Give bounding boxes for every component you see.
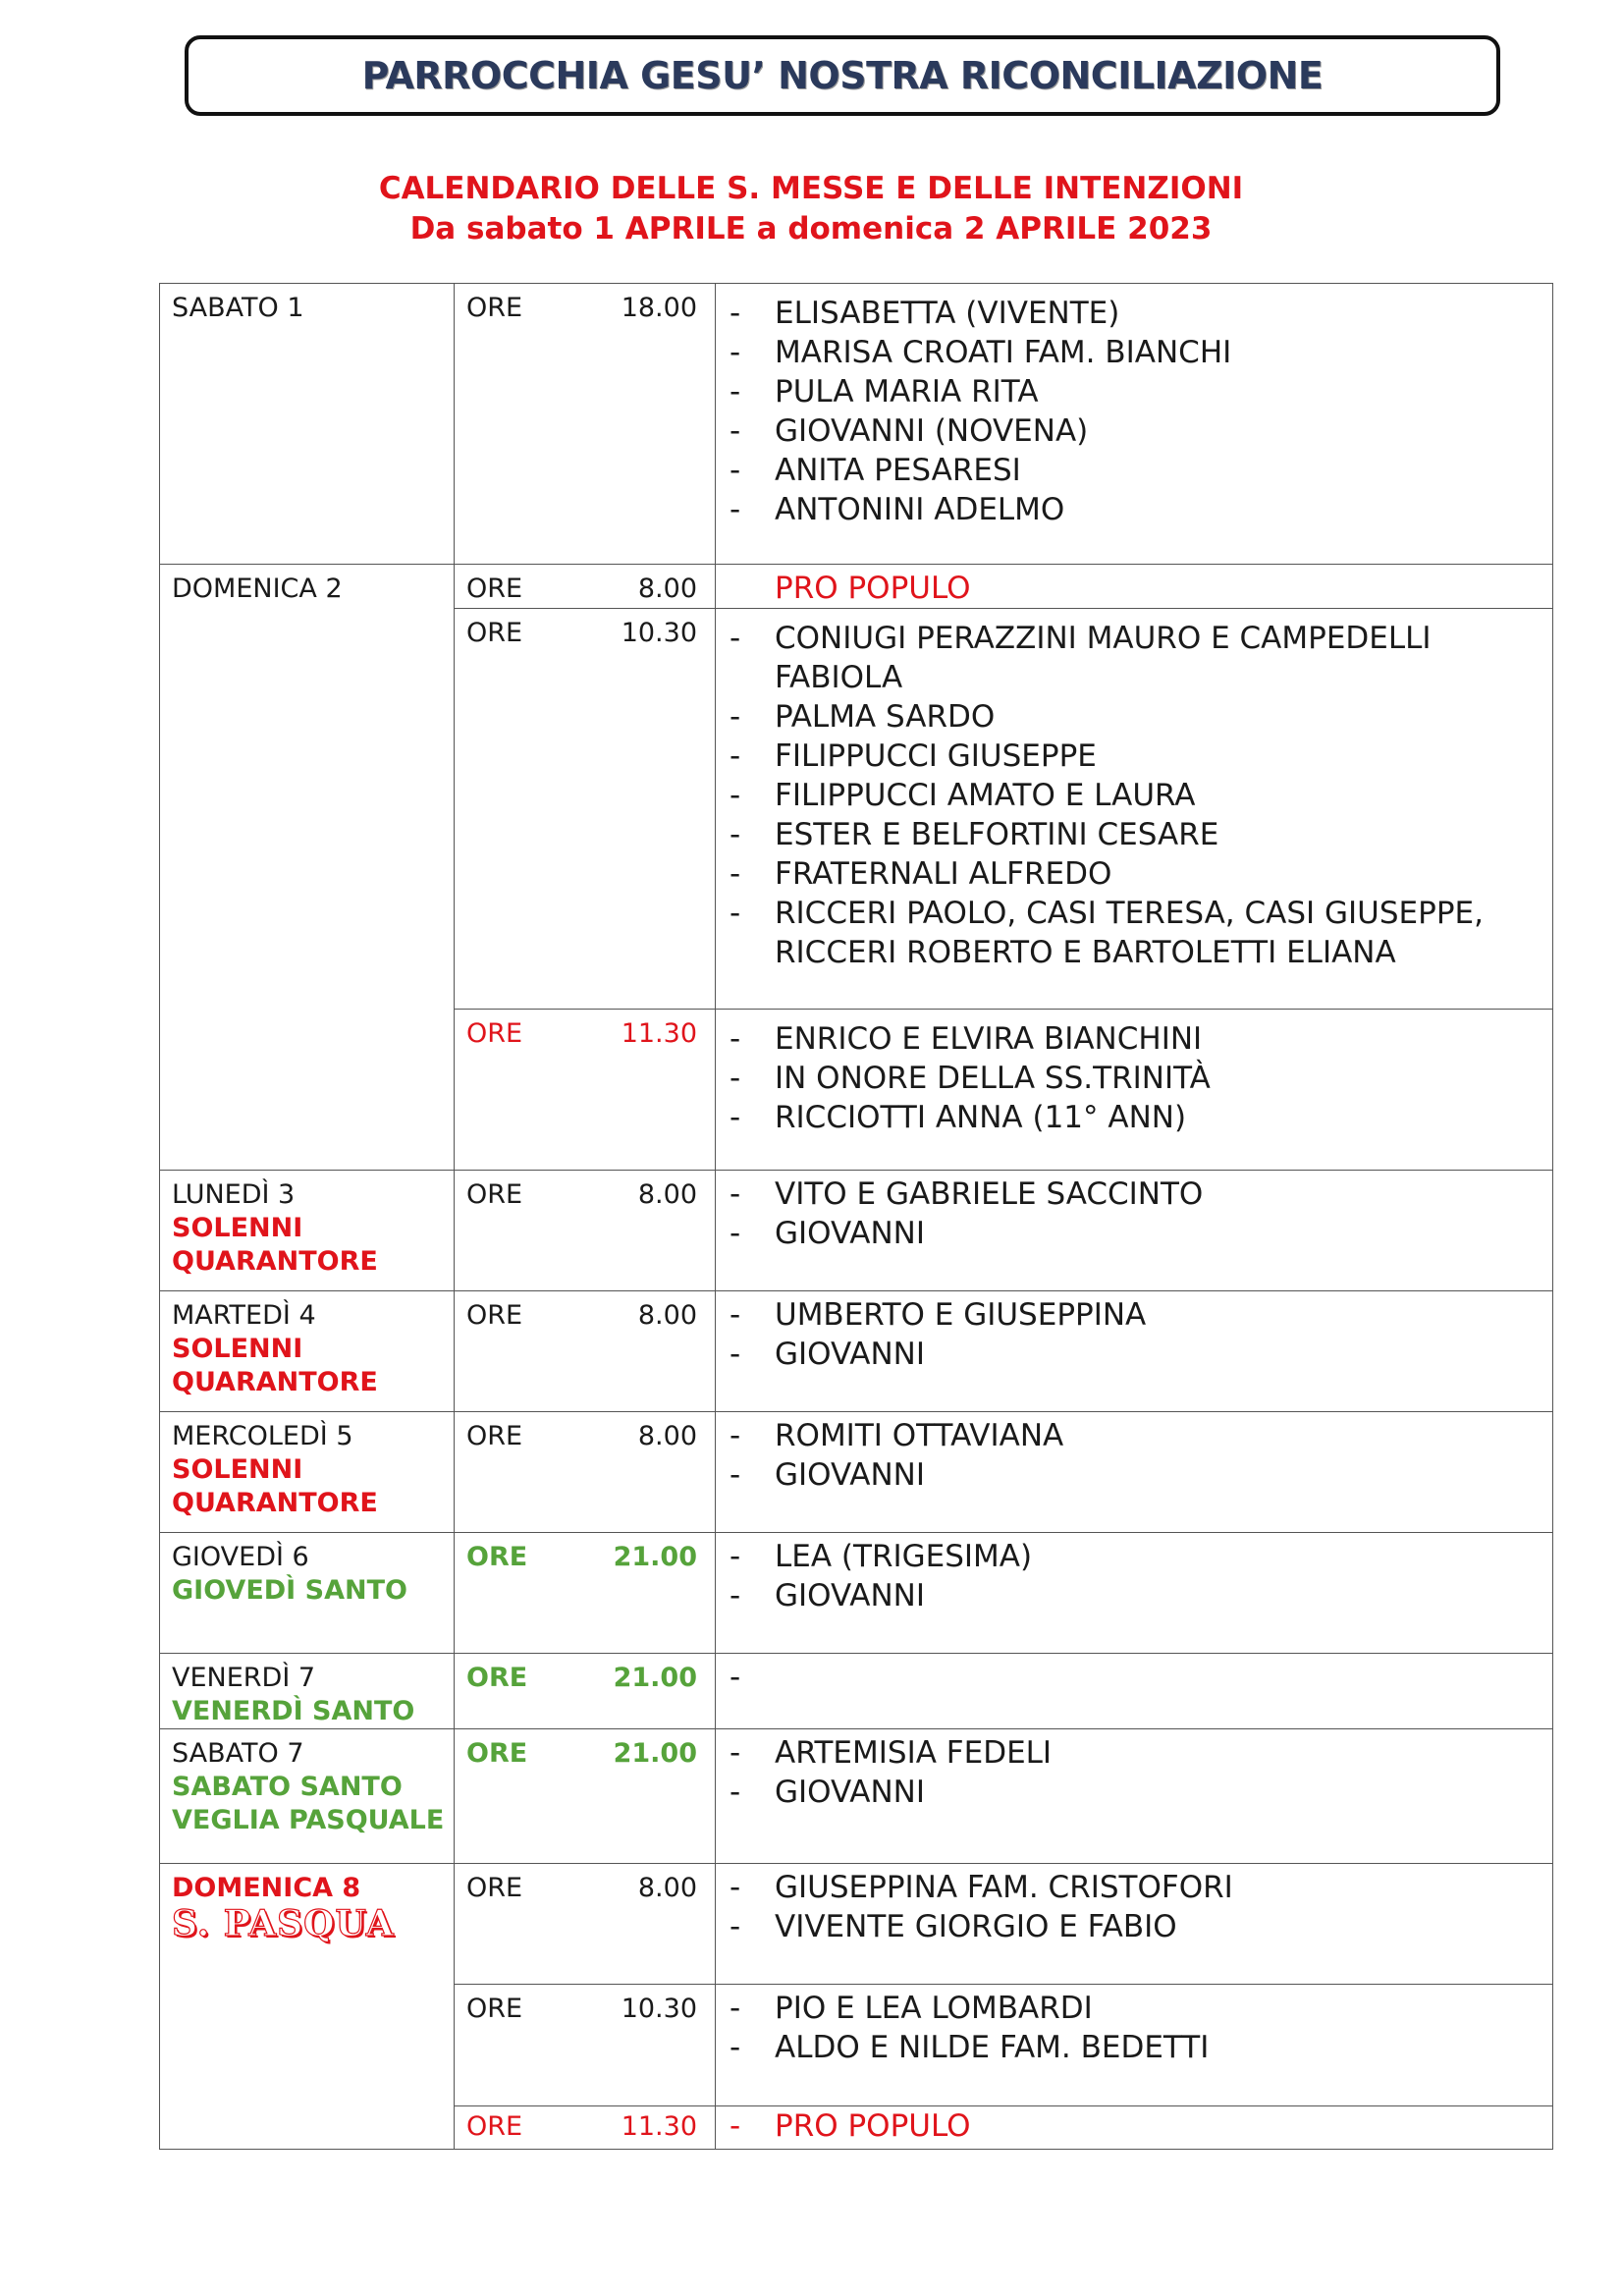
day-note: SOLENNI <box>172 1334 303 1364</box>
time-value: 10.30 <box>621 1994 697 2024</box>
day-label: DOMENICA 8 <box>172 1873 361 1903</box>
list-item: - MARISA CROATI FAM. BIANCHI <box>716 333 1552 372</box>
list-item: - RICCIOTTI ANNA (11° ANN) <box>716 1098 1552 1137</box>
ore-label: ORE <box>466 2111 523 2142</box>
time-value: 8.00 <box>637 574 697 604</box>
list-item: - UMBERTO E GIUSEPPINA <box>716 1295 1552 1335</box>
list-item: - GIOVANNI <box>716 1335 1552 1374</box>
list-item: - CONIUGI PERAZZINI MAURO E CAMPEDELLI <box>716 619 1552 658</box>
list-item: PRO POPULO <box>775 571 971 606</box>
day-cell <box>160 1729 455 1864</box>
intentions-cell <box>716 609 1553 1010</box>
intentions-cell <box>716 1864 1553 1985</box>
day-note: GIOVEDÌ SANTO <box>172 1575 407 1606</box>
intentions-cell <box>716 284 1553 565</box>
list-item: - PIO E LEA LOMBARDI <box>716 1989 1552 2028</box>
list-item: - ROMITI OTTAVIANA <box>716 1416 1552 1455</box>
ore-label: ORE <box>466 1018 523 1049</box>
ore-label: ORE <box>466 1542 528 1572</box>
list-item: - PALMA SARDO <box>716 697 1552 737</box>
intentions-cell <box>716 1291 1553 1412</box>
day-note: QUARANTORE <box>172 1246 378 1277</box>
ore-label: ORE <box>466 293 523 323</box>
day-note: SABATO SANTO <box>172 1772 403 1802</box>
list-item: - IN ONORE DELLA SS.TRINITÀ <box>716 1059 1552 1098</box>
list-item: - ALDO E NILDE FAM. BEDETTI <box>716 2028 1552 2067</box>
day-label: SABATO 1 <box>172 293 304 323</box>
time-value: 11.30 <box>621 1018 697 1049</box>
time-value: 21.00 <box>613 1663 697 1693</box>
day-cell <box>160 565 455 1171</box>
table-row <box>160 1864 1553 1985</box>
list-item: - RICCERI PAOLO, CASI TERESA, CASI GIUSEPPE, <box>716 894 1552 933</box>
list-item: - GIUSEPPINA FAM. CRISTOFORI <box>716 1868 1552 1907</box>
time-cell <box>455 1291 716 1412</box>
day-cell <box>160 1412 455 1533</box>
table-row <box>160 1533 1553 1654</box>
day-note: VENERDÌ SANTO <box>172 1696 415 1726</box>
table-row <box>160 565 1553 609</box>
day-label: DOMENICA 2 <box>172 574 343 604</box>
day-note: QUARANTORE <box>172 1367 378 1397</box>
mass-calendar-table <box>159 283 1553 2150</box>
ore-label: ORE <box>466 618 523 648</box>
day-cell <box>160 1864 455 2150</box>
day-label: MERCOLEDÌ 5 <box>172 1421 353 1451</box>
ore-label: ORE <box>466 1663 528 1693</box>
time-value: 8.00 <box>637 1179 697 1210</box>
time-cell <box>455 609 716 1010</box>
time-cell <box>455 565 716 609</box>
list-item: - ESTER E BELFORTINI CESARE <box>716 815 1552 854</box>
intentions-cell <box>716 1533 1553 1654</box>
day-label: GIOVEDÌ 6 <box>172 1542 309 1572</box>
list-item: - LEA (TRIGESIMA) <box>716 1537 1552 1576</box>
ore-label: ORE <box>466 1738 528 1769</box>
ore-label: ORE <box>466 1994 523 2024</box>
time-value: 11.30 <box>621 2111 697 2142</box>
time-cell <box>455 1654 716 1729</box>
time-value: 18.00 <box>621 293 697 323</box>
parish-title: PARROCCHIA GESU’ NOSTRA RICONCILIAZIONE <box>361 54 1324 97</box>
time-value: 10.30 <box>621 618 697 648</box>
time-cell <box>455 1533 716 1654</box>
list-item: - FRATERNALI ALFREDO <box>716 854 1552 894</box>
intentions-cell <box>716 1654 1553 1729</box>
time-cell <box>455 1171 716 1291</box>
day-label: VENERDÌ 7 <box>172 1663 316 1693</box>
table-row <box>160 1291 1553 1412</box>
day-cell <box>160 1533 455 1654</box>
list-item: - ENRICO E ELVIRA BIANCHINI <box>716 1019 1552 1059</box>
list-item: - VITO E GABRIELE SACCINTO <box>716 1175 1552 1214</box>
time-value: 21.00 <box>613 1738 697 1769</box>
day-label: MARTEDÌ 4 <box>172 1300 316 1331</box>
date-range: Da sabato 1 APRILE a domenica 2 APRILE 2023 <box>409 211 1213 246</box>
time-cell <box>455 1010 716 1171</box>
table-row <box>160 1729 1553 1864</box>
time-cell <box>455 1985 716 2106</box>
list-item: RICCERI ROBERTO E BARTOLETTI ELIANA <box>775 935 1396 970</box>
list-item: - GIOVANNI <box>716 1773 1552 1812</box>
time-value: 21.00 <box>613 1542 697 1572</box>
table-row <box>160 284 1553 565</box>
calendar-title: CALENDARIO DELLE S. MESSE E DELLE INTENZIONI <box>378 171 1244 206</box>
day-note: VEGLIA PASQUALE <box>172 1805 445 1835</box>
list-item: - ANTONINI ADELMO <box>716 490 1552 529</box>
day-cell <box>160 284 455 565</box>
list-item: - FILIPPUCCI GIUSEPPE <box>716 737 1552 776</box>
time-cell <box>455 1864 716 1985</box>
header-box <box>185 35 1500 116</box>
day-cell <box>160 1654 455 1729</box>
day-note: QUARANTORE <box>172 1488 378 1518</box>
time-cell <box>455 1412 716 1533</box>
list-item: - GIOVANNI <box>716 1455 1552 1495</box>
list-item: - ARTEMISIA FEDELI <box>716 1733 1552 1773</box>
day-label: LUNEDÌ 3 <box>172 1179 296 1210</box>
day-note: SOLENNI <box>172 1454 303 1485</box>
time-cell <box>455 2106 716 2150</box>
time-value: 8.00 <box>637 1421 697 1451</box>
time-value: 8.00 <box>637 1873 697 1903</box>
day-label: SABATO 7 <box>172 1738 304 1769</box>
time-value: 8.00 <box>637 1300 697 1331</box>
ore-label: ORE <box>466 1300 523 1331</box>
ore-label: ORE <box>466 574 523 604</box>
intentions-cell <box>716 2106 1553 2150</box>
list-item: - GIOVANNI <box>716 1576 1552 1615</box>
table-row <box>160 1654 1553 1729</box>
ore-label: ORE <box>466 1873 523 1903</box>
list-item: - FILIPPUCCI AMATO E LAURA <box>716 776 1552 815</box>
intentions-cell <box>716 1412 1553 1533</box>
time-cell <box>455 1729 716 1864</box>
day-cell <box>160 1171 455 1291</box>
time-cell <box>455 284 716 565</box>
list-item: - ELISABETTA (VIVENTE) <box>716 294 1552 333</box>
day-note: S. PASQUA <box>172 1903 395 1944</box>
ore-label: ORE <box>466 1421 523 1451</box>
intentions-cell <box>716 565 1553 609</box>
list-item: - PRO POPULO <box>716 2106 1552 2146</box>
list-item: - GIOVANNI (NOVENA) <box>716 411 1552 451</box>
day-note: SOLENNI <box>172 1213 303 1243</box>
intentions-cell <box>716 1010 1553 1171</box>
ore-label: ORE <box>466 1179 523 1210</box>
list-item: - ANITA PESARESI <box>716 451 1552 490</box>
list-item: - PULA MARIA RITA <box>716 372 1552 411</box>
table-row <box>160 1171 1553 1291</box>
intentions-cell <box>716 1985 1553 2106</box>
intentions-cell <box>716 1171 1553 1291</box>
list-item: FABIOLA <box>775 660 903 695</box>
list-item: - VIVENTE GIORGIO E FABIO <box>716 1907 1552 1946</box>
list-item: - GIOVANNI <box>716 1214 1552 1253</box>
intentions-cell <box>716 1729 1553 1864</box>
table-row <box>160 1412 1553 1533</box>
day-cell <box>160 1291 455 1412</box>
